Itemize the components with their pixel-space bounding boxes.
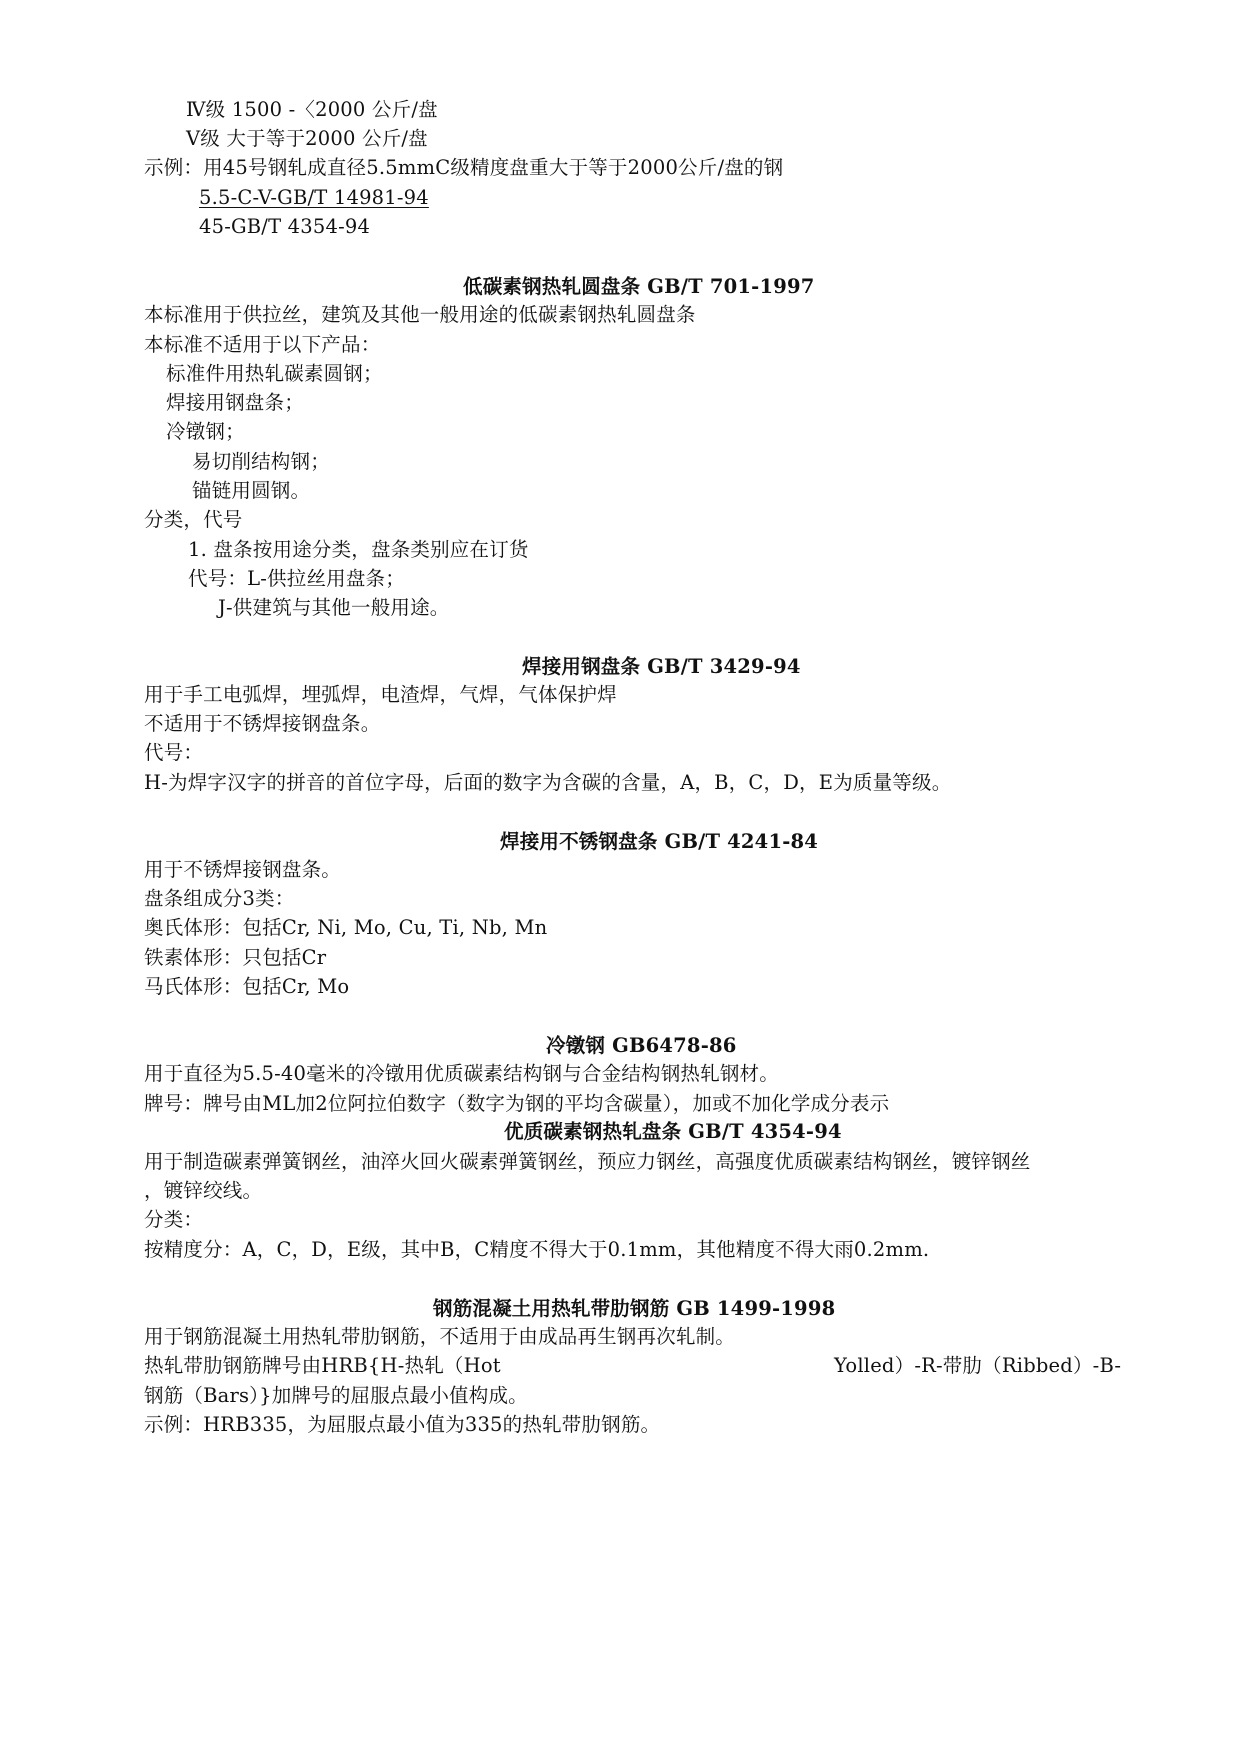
cold-heading-line-1: 用于直径为5.5-40毫米的冷镦用优质碳素结构钢与合金结构钢热轧钢材。 [144, 1062, 779, 1085]
section-title-welding: 焊接用钢盘条 GB/T 3429-94 [522, 655, 801, 678]
welding-line-4: H-为焊字汉字的拼音的首位字母，后面的数字为含碳的含量，A，B，C，D，E为质量等级。 [144, 771, 952, 794]
example-line: 示例：用45号钢轧成直径5.5mmC级精度盘重大于等于2000公斤/盘的钢 [144, 156, 784, 179]
quality-carbon-line-3: 分类： [144, 1208, 204, 1231]
section-title-rebar: 钢筋混凝土用热轧带肋钢筋 GB 1499-1998 [433, 1297, 836, 1320]
welding-line-1: 用于手工电弧焊，埋弧焊，电渣焊，气焊，气体保护焊 [144, 683, 617, 706]
rebar-line-3: 钢筋（Bars）}加牌号的屈服点最小值构成。 [144, 1384, 528, 1407]
low-carbon-line-2: 本标准不适用于以下产品： [144, 333, 381, 356]
section-title-low-carbon: 低碳素钢热轧圆盘条 GB/T 701-1997 [463, 275, 815, 298]
low-carbon-item-3: 冷镦钢； [166, 420, 245, 443]
stainless-line-5: 马氏体形：包括Cr, Mo [144, 975, 350, 998]
grade-v-line: Ⅴ级 大于等于2000 公斤/盘 [186, 127, 428, 150]
quality-carbon-line-1: 用于制造碳素弹簧钢丝，油淬火回火碳素弹簧钢丝，预应力钢丝，高强度优质碳素结构钢丝，镀锌钢丝 [144, 1150, 1031, 1173]
code-j-line: J-供建筑与其他一般用途。 [218, 596, 450, 619]
stainless-line-1: 用于不锈焊接钢盘条。 [144, 858, 342, 881]
grade-iv-line: Ⅳ级 1500 -〈2000 公斤/盘 [186, 98, 438, 121]
code-l-line: 代号：L-供拉丝用盘条； [188, 567, 405, 590]
rebar-line-2-left: 热轧带肋钢筋牌号由HRB{H-热轧（Hot [144, 1354, 501, 1377]
classification-heading: 分类，代号 [144, 508, 243, 531]
example-code-2: 45-GB/T 4354-94 [199, 215, 371, 238]
section-title-quality-carbon: 优质碳素钢热轧盘条 GB/T 4354-94 [504, 1120, 842, 1143]
quality-carbon-line-2: ，镀锌绞线。 [144, 1179, 263, 1202]
rebar-line-4: 示例：HRB335，为屈服点最小值为335的热轧带肋钢筋。 [144, 1413, 661, 1436]
section-title-stainless: 焊接用不锈钢盘条 GB/T 4241-84 [500, 830, 819, 853]
quality-carbon-line-4: 按精度分：A，C，D，E级，其中B，C精度不得大于0.1mm，其他精度不得大雨0.2mm. [144, 1238, 930, 1261]
section-title-cold-heading: 冷镦钢 GB6478-86 [546, 1034, 737, 1057]
cold-heading-line-2: 牌号：牌号由ML加2位阿拉伯数字（数字为钢的平均含碳量），加或不加化学成分表示 [144, 1092, 890, 1115]
example-code-1: 5.5-C-V-GB/T 14981-94 [199, 186, 429, 209]
rebar-line-2-right: Yolled）-R-带肋（Ribbed）-B- [834, 1354, 1122, 1377]
welding-line-3: 代号： [144, 741, 204, 764]
welding-line-2: 不适用于不锈焊接钢盘条。 [144, 712, 381, 735]
stainless-line-4: 铁素体形：只包括Cr [144, 946, 327, 969]
stainless-line-3: 奥氏体形：包括Cr, Ni, Mo, Cu, Ti, Nb, Mn [144, 916, 548, 939]
stainless-line-2: 盘条组成分3类： [144, 887, 295, 910]
classification-item-1: 1. 盘条按用途分类，盘条类别应在订货 [188, 538, 529, 561]
rebar-line-1: 用于钢筋混凝土用热轧带肋钢筋，不适用于由成品再生钢再次轧制。 [144, 1325, 736, 1348]
low-carbon-item-1: 标准件用热轧碳素圆钢； [166, 362, 383, 385]
low-carbon-line-1: 本标准用于供拉丝，建筑及其他一般用途的低碳素钢热轧圆盘条 [144, 303, 696, 326]
low-carbon-item-2: 焊接用钢盘条； [166, 391, 304, 414]
low-carbon-item-4: 易切削结构钢； [192, 450, 330, 473]
low-carbon-item-5: 锚链用圆钢。 [192, 479, 311, 502]
